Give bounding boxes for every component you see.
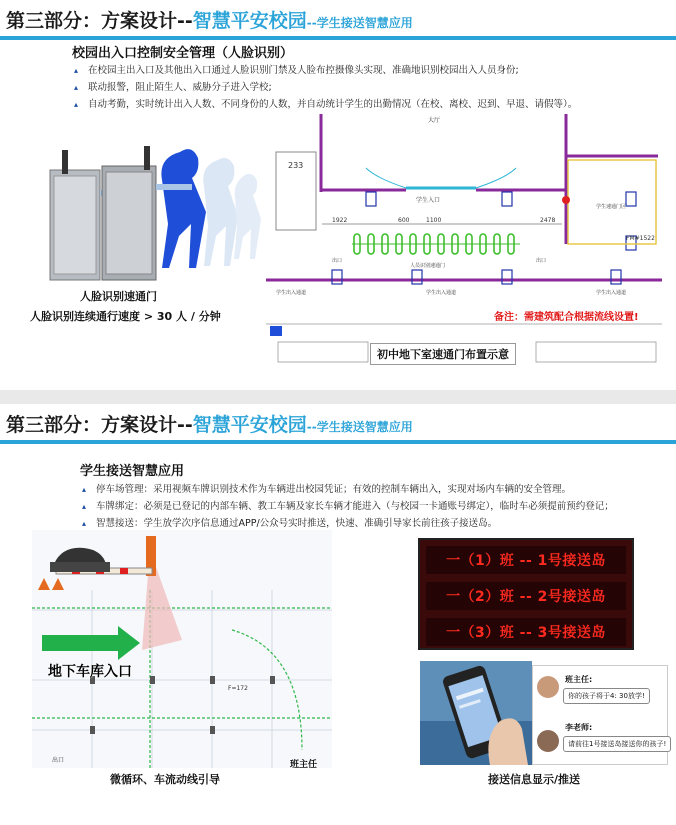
bullet-list [72, 62, 577, 113]
chat-sender-name: 李老师: [565, 723, 593, 732]
led-row: 一（3）班 -- 3号接送岛 [426, 618, 626, 646]
plan-room-label: 学生速通门区 [596, 204, 627, 210]
plan-dim: 600 [398, 217, 410, 224]
chat-message: 请前往1号接送岛接送你的孩子! [563, 736, 671, 752]
plan-dim: 2478 [540, 217, 556, 224]
section-heading: 学生接送智慧应用 [80, 464, 185, 479]
push-caption: 接送信息显示/推送 [488, 773, 581, 786]
slide-title: 第三部分：方案设计--智慧平安校园--学生接送智慧应用 [6, 414, 413, 436]
gate-caption: 人脸识别速通门 [80, 290, 157, 303]
plan-label-small: 学生出入通道 [426, 290, 457, 296]
map-exit-label: 出口 [52, 757, 65, 764]
plan-dim: 1100 [426, 217, 442, 224]
bullet-item: ▴ 在校园主出入口及其他出入口通过人脸识别门禁及人脸布控摄像头实现、准确地识别校园出入人员身份; [72, 62, 577, 79]
plan-label-small: 学生出入通道 [276, 290, 307, 296]
parking-flow-map [32, 530, 332, 768]
plan-label-small: 人员识别速通门 [410, 263, 446, 269]
map-fire-label: F=172 [228, 685, 248, 692]
person-silhouettes [161, 149, 261, 268]
bullet-item: ▴ 智慧接送：学生放学次序信息通过APP/公众号实时推送，快速、准确引导家长前往孩子接送岛。 [80, 515, 614, 532]
avatar [537, 730, 559, 752]
section-heading: 校园出入口控制安全管理（人脸识别） [72, 46, 294, 61]
title-underline [0, 440, 676, 444]
speed-gate-illustration [40, 140, 280, 285]
plan-label-small: 出口 [332, 258, 343, 264]
plan-fm-label: FM#1522 [626, 235, 655, 242]
floor-plan-diagram [266, 112, 662, 364]
bullet-list [80, 481, 614, 532]
map-corner-label: 班主任 [290, 760, 318, 770]
bullet-item: ▴ 车牌绑定：必须是已登记的内部车辆、教工车辆及家长车辆才能进入（与校园一卡通账号绑定），临时车必须提前预约登记； [80, 498, 614, 515]
plan-label-small: 学生出入通道 [596, 290, 627, 296]
slide-face-recognition [0, 0, 676, 390]
plan-door-label: 学生入口 [416, 197, 441, 204]
avatar [537, 676, 559, 698]
slide-title: 第三部分：方案设计--智慧平安校园--学生接送智慧应用 [6, 10, 413, 32]
led-row: 一（1）班 -- 1号接送岛 [426, 546, 626, 574]
bullet-item: ▴ 联动报警，阻止陌生人、威胁分子进入学校; [72, 79, 577, 96]
map-caption: 微循环、车流动线引导 [110, 773, 220, 786]
chat-notification-box [532, 665, 668, 765]
bullet-item: ▴ 自动考勤，实时统计出入人数、不同身份的人数，并自动统计学生的出勤情况（在校、离校、迟到、早退、请假等）。 [72, 96, 577, 113]
bullet-item: ▴ 停车场管理：采用视频车牌识别技术作为车辆进出校园凭证；有效的控制车辆出入，实现对场内车辆的安全管理。 [80, 481, 614, 498]
plan-caption: 初中地下室速通门布置示意 [370, 343, 516, 365]
garage-entry-label: 地下车库入口 [48, 664, 132, 680]
plan-hall-label: 大厅 [428, 117, 441, 124]
chat-message: 你的孩子将于4: 30放学! [563, 688, 650, 704]
title-underline [0, 36, 676, 40]
plan-label-small: 出口 [536, 258, 547, 264]
led-row: 一（2）班 -- 2号接送岛 [426, 582, 626, 610]
chat-sender-name: 班主任: [565, 675, 593, 684]
plan-note: 备注：需建筑配合根据流线设置! [494, 312, 639, 323]
led-display-panel [418, 538, 634, 650]
phone-in-hand-image [420, 661, 532, 765]
plan-room-number: 233 [288, 161, 304, 170]
plan-dim: 1922 [332, 217, 348, 224]
gate-speed-caption: 人脸识别连续通行速度 > 30 人 / 分钟 [30, 310, 221, 323]
